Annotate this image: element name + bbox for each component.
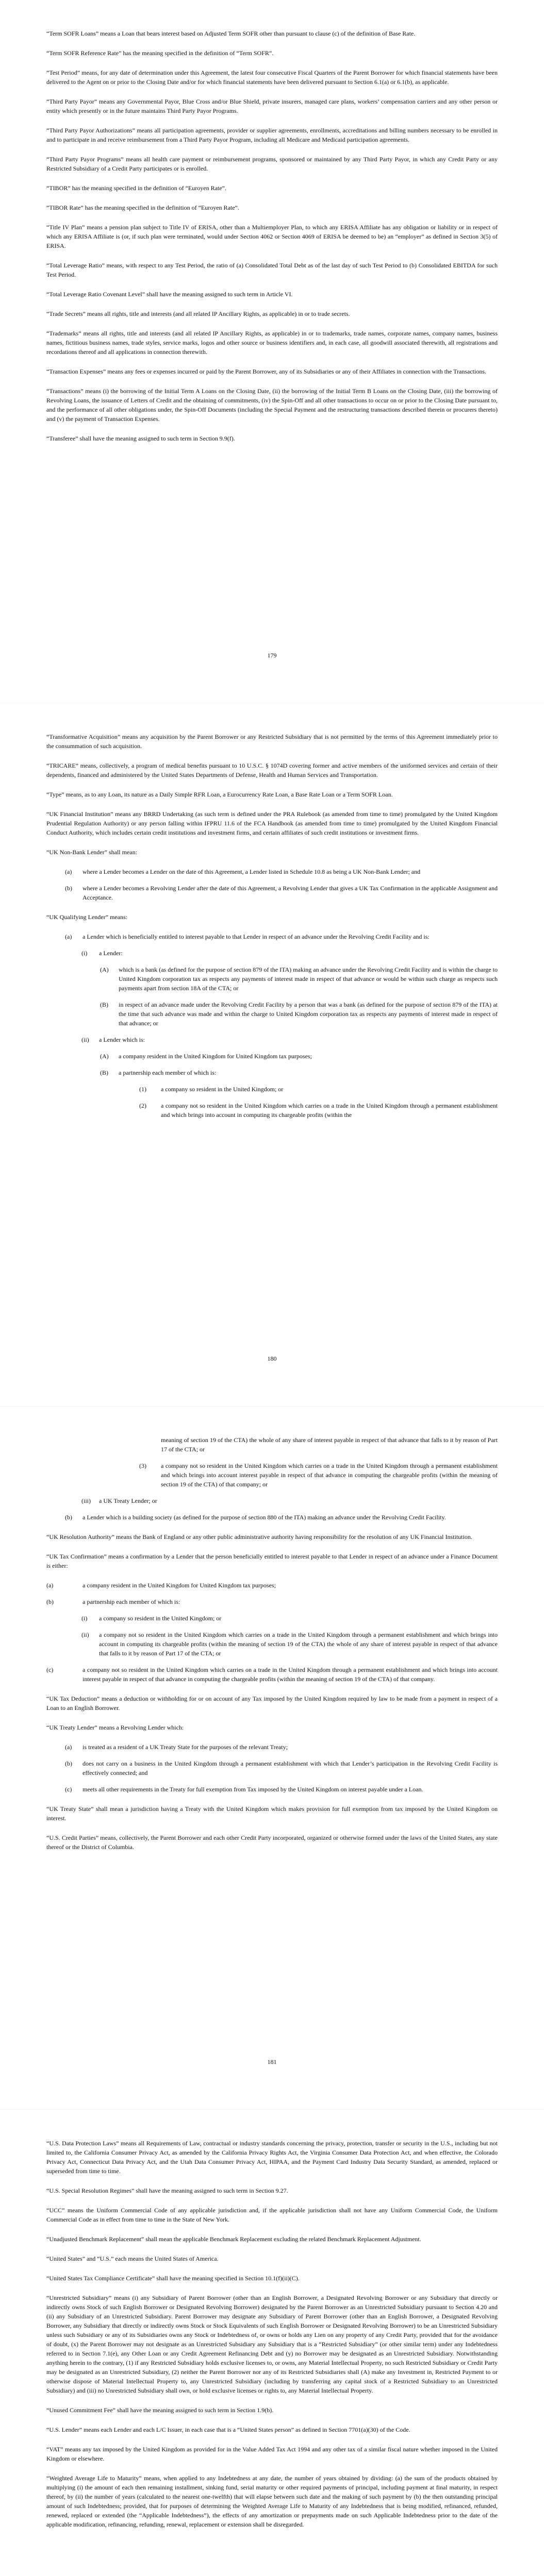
item-text: a company not so resident in the United Kingdom which carries on a trade in the United Kingdom through a permanent establishment and which brings into account interest payable in respect of that advance in computing the chargeable profits (within the meaning of section 19 of the CTA) of that company.: [83, 1666, 498, 1683]
list-item-continuation: [46, 1435, 498, 1454]
list-item: [46, 1665, 498, 1684]
item-text: a company resident in the United Kingdom for United Kingdom tax purposes;: [119, 1053, 312, 1060]
list-item: [46, 965, 498, 993]
item-text: a company so resident in the United Kingdom; or: [99, 1615, 222, 1622]
item-text: where a Lender becomes a Revolving Lender after the date of this Agreement, a Revolving Lender that gives a UK Tax Confirmation in the applicable Assignment and Acceptance.: [83, 885, 498, 901]
item-label: (a): [65, 1743, 72, 1751]
item-text: a partnership each member of which is:: [83, 1598, 180, 1605]
item-label: (iii): [81, 1497, 91, 1504]
definition-paragraph: “U.S. Special Resolution Regimes” shall have the meaning assigned to such term in Section 9.27.: [46, 2187, 288, 2194]
item-text: does not carry on a business in the United Kingdom through a permanent establishment with which that Lender’s participation in the Revolving Credit Facility is effectively connected; and: [83, 1760, 498, 1776]
item-label: (b): [46, 1598, 54, 1605]
item-label: (ii): [81, 1631, 89, 1638]
definition-paragraph: “Unrestricted Subsidiary” means (i) any Subsidiary of Parent Borrower (other than an English Borrower, a Designated Revolving Borrower or any Subsidiary that directly or indirectly owns Stock of such English Borrower or Designated Revolving Borrower) designated by the Parent Borrower as an Unrestricted Subsidiary pursuant to Section 4.20 and (ii) any Subsidiary of an Unrestricted Subsidiary. Parent Borrower may designate any Subsidiary of Parent Borrower (other than an English Borrower, a Designated Revolving Borrower, any Subsidiary that directly or indirectly owns Stock or Stock Equivalents of such English Borrower or Designated Revolving Borrower) to be an Unrestricted Subsidiary unless such Subsidiary or any of its Subsidiaries owns any Stock or Indebtedness of, or owns or holds any Lien on any property of any Credit Party, provided that for the avoidance of doubt, (x) the Parent Borrower may not designate as an Unrestricted Subsidiary any Subsidiary that is a “Restricted Subsidiary” (or other similar term) under any Indebtedness referred to in Section 7.1(e), any Other Loan or any Credit Agreement Refinancing Debt and (y) no Borrower may be designated as an Unrestricted Subsidiary. Notwithstanding anything herein to the contrary, (1) if any Restricted Subsidiary holds exclusive licenses to, or owns, any Material Intellectual Property, no such Restricted Subsidiary or Credit Party may be designated as an Unrestricted Subsidiary, (2) neither the Parent Borrower nor any of its Restricted Subsidiaries shall (A) make any Investment in, Restricted Payment to or otherwise dispose of Material Intellectual Property to, any Unrestricted Subsidiary (including by transferring any capital stock of a Restricted Subsidiary to an Unrestricted Subsidiary) and (iii) no Unrestricted Subsidiary shall own, or hold exclusive licenses or rights to, any Material Intellectual Property.: [46, 2294, 498, 2394]
list-item: [46, 1597, 498, 1606]
item-text: a Lender which is beneficially entitled to interest payable to that Lender in respect of an advance under the Revolving Credit Facility and is:: [83, 933, 430, 940]
definition-paragraph: “UK Tax Confirmation” means a confirmation by a Lender that the person beneficially entitled to interest payable to that Lender in respect of an advance under a Finance Document is either:: [46, 1553, 498, 1569]
definition-paragraph: “TIBOR Rate” has the meaning specified in the definition of “Euroyen Rate”.: [46, 204, 239, 211]
list-item: [46, 1101, 498, 1120]
list-item: [46, 884, 498, 902]
definition-paragraph: “UCC” means the Uniform Commercial Code of any applicable jurisdiction and, if the applicable jurisdiction shall not have any Uniform Commercial Code, the Uniform Commercial Code as in effect from time to time in the State of New York.: [46, 2207, 498, 2223]
list-item: [46, 1000, 498, 1028]
definition-paragraph: “UK Resolution Authority” means the Bank of England or any other public administrative authority having responsibility for the resolution of any UK Financial Institution.: [46, 1533, 472, 1540]
definition-paragraph: “UK Financial Institution” means any BRRD Undertaking (as such term is defined under the PRA Rulebook (as amended from time to time) promulgated by the United Kingdom Prudential Regulation Authority) or any person falling within IFPRU 11.6 of the FCA Handbook (as amended from time to time) promulgated by the United Kingdom Financial Conduct Authority, which includes certain credit institutions and investment firms, and certain affiliates of such credit institutions or investment firms.: [46, 810, 498, 836]
document-page: [0, 703, 544, 1406]
definition-paragraph: “United States Tax Compliance Certificate” shall have the meaning specified in Section 10.1(f)(ii)(C).: [46, 2275, 300, 2282]
item-text: a UK Treaty Lender; or: [99, 1497, 157, 1504]
item-label: (1): [139, 1086, 146, 1093]
item-label: (A): [100, 966, 109, 973]
item-label: (ii): [81, 1036, 89, 1043]
definition-paragraph: “Total Leverage Ratio” means, with respect to any Test Period, the ratio of (a) Consolidated Total Debt as of the last day of such Test Period to (b) Consolidated EBITDA for such Test Period.: [46, 262, 498, 278]
definition-paragraph: “Unadjusted Benchmark Replacement” shall mean the applicable Benchmark Replacement excluding the related Benchmark Replacement Adjustment.: [46, 2235, 421, 2243]
definition-paragraph: “Term SOFR Loans” means a Loan that bears interest based on Adjusted Term SOFR other than pursuant to clause (c) of the definition of Base Rate.: [46, 30, 416, 37]
item-text: in respect of an advance made under the Revolving Credit Facility by a person that was a bank (as defined for the purpose of section 879 of the ITA) at the time that such advance was made and within the charge to United Kingdom corporation tax as respects any payments of interest made in respect of that advance; or: [119, 1001, 498, 1027]
item-label: (c): [65, 1786, 72, 1793]
definition-paragraph: “UK Tax Deduction” means a deduction or withholding for or on account of any Tax imposed by the United Kingdom required by law to be made from a payment in respect of a Loan to an English Borrower.: [46, 1695, 498, 1711]
item-text: a Lender which is:: [99, 1036, 145, 1043]
definition-paragraph: “Transformative Acquisition” means any acquisition by the Parent Borrower or any Restricted Subsidiary that is not permitted by the terms of this Agreement immediately prior to the consummation of such acquisition.: [46, 733, 498, 750]
item-label: (i): [81, 950, 88, 957]
definition-paragraph: “Trade Secrets” means all rights, title and interests (and all related IP Ancillary Rights, as applicable) in or to trade secrets.: [46, 310, 350, 317]
list-item: [46, 1084, 498, 1094]
item-label: (c): [46, 1666, 54, 1673]
definition-paragraph: “Transferee” shall have the meaning assigned to such term in Section 9.9(f).: [46, 435, 235, 442]
item-label: (b): [65, 1514, 72, 1521]
list-item: [46, 1785, 498, 1794]
list-item: [46, 1068, 498, 1077]
definition-paragraph: “Third Party Payor Authorizations” means all participation agreements, provider or supplier agreements, enrollments, accreditations and billing numbers necessary to be enrolled in and to participate in and receive reimbursement from a Third Party Payor Program, including all Medicare and Medicaid participation agreements.: [46, 127, 498, 143]
item-text: is treated as a resident of a UK Treaty State for the purposes of the relevant Treaty;: [83, 1743, 288, 1751]
page-body: [46, 2139, 498, 2539]
definition-paragraph: “UK Treaty State” shall mean a jurisdiction having a Treaty with the United Kingdom which makes provision for full exemption from tax imposed by the United Kingdom on interest.: [46, 1805, 498, 1822]
item-text: a company not so resident in the United Kingdom which carries on a trade in the United Kingdom through a permanent establishment and which brings into account interest payable in respect of that advance in computing the chargeable profits (within the meaning of section 19 of the CTA) of that company; or: [161, 1462, 498, 1488]
definition-paragraph: “Weighted Average Life to Maturity” means, when applied to any Indebtedness at any date, the number of years obtained by dividing: (a) the sum of the products obtained by multiplying (i) the amount of each then remaining installment, sinking fund, serial maturity or other required payments of principal, including payment at final maturity, in respect thereof, by (ii) the number of years (calculated to the nearest one-twelfth) that will elapse between such date and the making of such payment by (b) the then outstanding principal amount of such Indebtedness; provided, that for purposes of determining the Weighted Average Life to Maturity of any Indebtedness that is being modified, refinanced, refunded, renewed, replaced or extended (the “Applicable Indebtedness”), the effects of any amortization or prepayments made on such Applicable Indebtedness prior to the date of the applicable modification, refinancing, refunding, renewal, replacement or extension shall be disregarded.: [46, 2475, 498, 2528]
definition-paragraph: “TRICARE” means, collectively, a program of medical benefits pursuant to 10 U.S.C. § 1074D covering former and active members of the uniformed services and certain of their dependents, financed and administered by the United States Departments of Defense, Health and Human Services and Transportation.: [46, 762, 498, 778]
list-item: [46, 948, 498, 958]
list-item: [46, 867, 498, 876]
list-item: [46, 1759, 498, 1777]
item-label: (B): [100, 1001, 108, 1008]
item-label: (a): [65, 868, 72, 875]
list-item: [46, 1035, 498, 1044]
definition-paragraph: “Total Leverage Ratio Covenant Level” shall have the meaning assigned to such term in Article VI.: [46, 291, 293, 298]
item-label: (a): [65, 933, 72, 940]
definition-paragraph: “Transaction Expenses” means any fees or expenses incurred or paid by the Parent Borrower, any of its Subsidiaries or any of their Affiliates in connection with the Transactions.: [46, 368, 486, 375]
item-label: (i): [81, 1615, 88, 1622]
definition-paragraph: “Unused Commitment Fee” shall have the meaning assigned to such term in Section 1.9(b).: [46, 2406, 274, 2414]
definition-paragraph: “Transactions” means (i) the borrowing of the Initial Term A Loans on the Closing Date, (ii) the borrowing of the Initial Term B Loans on the Closing Date, (iii) the borrowing of Revolving Loans, the issuance of Letters of Credit and the obtaining of commitments, (iv) the Spin-Off and all other transactions to occur on or prior to the Closing Date pursuant to, and the performance of all other obligations under, the Spin-Off Documents (including the Special Payment and the restructuring transactions described therein or procurers thereto) and (v) the payment of Transaction Expenses.: [46, 387, 498, 422]
definition-paragraph: “Third Party Payor Programs” means all health care payment or reimbursement programs, sponsored or maintained by any Third Party Payor, in which any Credit Party or any Restricted Subsidiary of a Credit Party participates or is enrolled.: [46, 156, 498, 172]
list-item: [46, 1496, 498, 1505]
definition-paragraph: “VAT” means any tax imposed by the United Kingdom as provided for in the Value Added Tax Act 1994 and any other tax of a similar fiscal nature whether imposed in the United Kingdom or elsewhere.: [46, 2446, 498, 2462]
definition-paragraph: “Third Party Payor” means any Governmental Payor, Blue Cross and/or Blue Shield, private insurers, managed care plans, workers’ compensation carriers and any other person or entity which presently or in the future maintains Third Party Payor Programs.: [46, 98, 498, 114]
item-text: a company so resident in the United Kingdom; or: [161, 1086, 284, 1093]
list-item: [46, 1581, 498, 1590]
list-item: [46, 1630, 498, 1658]
definition-paragraph: “U.S. Lender” means each Lender and each L/C Issuer, in each case that is a “United States person” as defined in Section 7701(a)(30) of the Code.: [46, 2426, 410, 2433]
item-label: (a): [46, 1582, 54, 1589]
item-text: meets all other requirements in the Treaty for full exemption from Tax imposed by the United Kingdom on interest payable under a Loan.: [83, 1786, 423, 1793]
page-number: 180: [267, 1355, 277, 1362]
list-item: [46, 1742, 498, 1752]
item-text: a Lender which is a building society (as defined for the purpose of section 880 of the ITA) making an advance under the Revolving Credit Facility.: [83, 1514, 446, 1521]
definition-paragraph: “Term SOFR Reference Rate” has the meaning specified in the definition of “Term SOFR”.: [46, 49, 274, 57]
page-body: [46, 29, 498, 453]
document-page: [0, 1406, 544, 2110]
list-item: [46, 1052, 498, 1061]
page-body: [46, 732, 498, 1127]
item-text: a partnership each member of which is:: [119, 1069, 217, 1076]
definition-paragraph: “UK Non-Bank Lender” shall mean:: [46, 849, 137, 856]
definition-paragraph: “TIBOR” has the meaning specified in the definition of “Euroyen Rate”.: [46, 184, 226, 192]
item-text: meaning of section 19 of the CTA) the whole of any share of interest payable in respect of that advance that falls to it by reason of Part 17 of the CTA; or: [161, 1436, 498, 1453]
item-label: (b): [65, 885, 72, 892]
item-text: where a Lender becomes a Lender on the date of this Agreement, a Lender listed in Schedule 10.8 as being a UK Non-Bank Lender; and: [83, 868, 421, 875]
list-item: [46, 1513, 498, 1522]
definition-paragraph: “Test Period” means, for any date of determination under this Agreement, the latest four consecutive Fiscal Quarters of the Parent Borrower for which financial statements have been delivered to the Agent on or prior to the Closing Date and/or for which financial statements have been delivered pursuant to Section 6.1(a) or 6.1(b), as applicable.: [46, 69, 498, 86]
item-text: a company resident in the United Kingdom for United Kingdom tax purposes;: [83, 1582, 276, 1589]
item-label: (3): [139, 1462, 146, 1469]
definition-paragraph: “Title IV Plan” means a pension plan subject to Title IV of ERISA, other than a Multiemployer Plan, to which any ERISA Affiliate has any obligation or liability or in respect of which any ERISA Affiliate is (or, if such plan were terminated, would under Section 4062 or Section 4069 of ERISA be deemed to be) an “employer” as defined in Section 3(5) of ERISA.: [46, 224, 498, 249]
definition-paragraph: “UK Treaty Lender” means a Revolving Lender which:: [46, 1724, 184, 1731]
document-page: [0, 2110, 544, 2576]
document-page: [0, 0, 544, 703]
page-body: [46, 1435, 498, 1862]
item-label: (A): [100, 1053, 109, 1060]
item-label: (B): [100, 1069, 108, 1076]
item-text: a company not so resident in the United Kingdom which carries on a trade in the United Kingdom through a permanent establishment and which brings into account in computing its chargeable profits (within the meaning of section 19 of the CTA) the whole of any share of interest payable in respect of that advance that falls to it by reason of Part 17 of the CTA; or: [99, 1631, 498, 1657]
item-label: (2): [139, 1102, 146, 1109]
definition-paragraph: “United States” and “U.S.” each means the United States of America.: [46, 2255, 219, 2262]
definition-paragraph: “Trademarks” means all rights, title and interests (and all related IP Ancillary Rights, as applicable) in or to trademarks, trade names, corporate names, company names, business names, fictitious business names, trade styles, service marks, logos and other source or business identifiers and, in each case, all goodwill associated therewith, all registrations and recordations thereof and all applications in connection therewith.: [46, 330, 498, 355]
page-number: 181: [267, 2058, 277, 2065]
page-number: 179: [267, 652, 277, 659]
list-item: [46, 1461, 498, 1489]
list-item: [46, 1614, 498, 1623]
item-text: a Lender:: [99, 950, 123, 957]
item-label: (b): [65, 1760, 72, 1767]
definition-paragraph: “U.S. Data Protection Laws” means all Requirements of Law, contractual or industry standards concerning the privacy, protection, transfer or security in the U.S., including but not limited to, the California Consumer Privacy Act, as amended by the California Privacy Rights Act, the Virginia Consumer Data Protection Act, and when effective, the Colorado Privacy Act, Connecticut Data Privacy Act, and the Utah Data Consumer Privacy Act, HIPAA, and the Payment Card Industry Data Security Standard, as amended, replaced or superseded from time to time.: [46, 2140, 498, 2175]
definition-paragraph: “U.S. Credit Parties” means, collectively, the Parent Borrower and each other Credit Party incorporated, organized or otherwise formed under the laws of the United States, any state thereof or the District of Columbia.: [46, 1834, 498, 1851]
definition-paragraph: “UK Qualifying Lender” means:: [46, 913, 127, 921]
definition-paragraph: “Type” means, as to any Loan, its nature as a Daily Simple RFR Loan, a Eurocurrency Rate Loan, a Base Rate Loan or a Term SOFR Loan.: [46, 791, 393, 798]
item-text: which is a bank (as defined for the purpose of section 879 of the ITA) making an advance under the Revolving Credit Facility and is within the charge to United Kingdom corporation tax as respects any payments of interest made in respect of that advance or would be within such charge as respects such payments apart from section 18A of the CTA; or: [119, 966, 498, 992]
list-item: [46, 932, 498, 941]
item-text: a company not so resident in the United Kingdom which carries on a trade in the United Kingdom through a permanent establishment and which brings into account in computing its chargeable profits (within the: [161, 1102, 498, 1118]
